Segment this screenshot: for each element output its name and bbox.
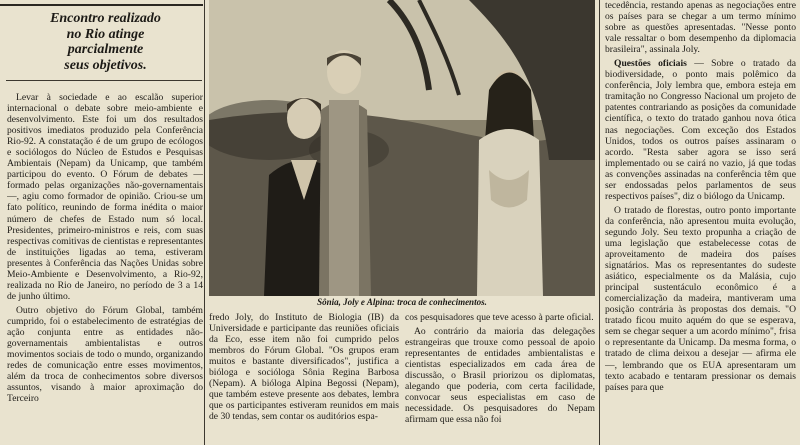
article-photo <box>209 0 595 296</box>
headline-line: parcialmente <box>67 42 144 57</box>
article-headline <box>18 11 193 73</box>
paragraph: Questões oficiais — Sobre o tratado da biodiversidade, o ponto mais polêmico da conferência, Joly lembra que, embora esteja em tramitação no Congresso Nacional um projeto de patentes contrariando as posições da comunidade científica, o texto do tratado ganhou nova ótica nas negociações. Com exceção dos Estados Unidos, todos os outros países assinaram o acordo. "Resta saber agora se isso será implementado ou se cairá no vazio, já que todas as convenções assinadas na conferência têm que ser endossadas pelos parlamentos de seus respectivos países", diz o biólogo da Unicamp. <box>605 58 796 202</box>
paragraph: fredo Joly, do Instituto de Biologia (IB) da Universidade e participante das reuniões oficiais da Eco, esse item não foi cumprido pelos membros do Fórum Global. "Os grupos eram muitos e bastante diversificados", justifica a bióloga e socióloga Sônia Regina Barbosa (Nepam). A bióloga Alpina Begossi (Nepam), que também esteve presente aos debates, lembra que os participantes estiveram reunidos em mais de 30 tendas, sem contar os auditórios espa- <box>209 312 399 423</box>
photo-illustration <box>209 0 595 296</box>
headline-divider <box>6 80 202 81</box>
headline-line: seus objetivos. <box>64 57 147 73</box>
headline-line: no Rio atinge <box>66 26 145 42</box>
headline-line: Encontro realizado <box>50 11 161 26</box>
column-2 <box>209 312 399 445</box>
paragraph: O tratado de florestas, outro ponto importante da conferência, não apresentou muita evolução, segundo Joly. Seu texto propunha a criação de uma legislação que estabelecesse cotas de aproveitamento de madeira dos países signatários. Mas os representantes do sudeste asiático, especialmente os da Malásia, cujo principal sustentáculo econômico é a comercialização da madeira, mantiveram uma posição contrária às propostas dos demais. "O tratado ficou muito aquém do que se esperava, sem se chegar sequer a um acordo mínimo", frisa o representante da Unicamp. Da mesma forma, o tratado de clima deixou a desejar — afirma ele —, lembrando que os EUA apresentaram um texto acabado e tentaram pressionar os demais países para que <box>605 204 796 393</box>
headline-box-rule <box>0 0 203 6</box>
paragraph: Levar à sociedade e ao escalão superior internacional o debate sobre meio-ambiente e desenvolvimento. Este foi um dos resultados positivos imediatos produzido pela Conferência Rio-92. A constatação é de um grupo de ecólogos e sociólogos do Núcleo de Estudos e Pesquisas Ambientais (Nepam) da Unicamp, que também participou do evento. O Fórum de debates — formado pelas organizações não-governamentais —, agiu como formador de opinião. Criou-se um fato político, reunindo de forma inédita o maior número de chefes de Estado num só local. Presidentes, primeiro-ministros e reis, com suas respectivas comitivas de cientistas e representantes de instituições ligadas ao tema, estiveram presentes à Conferência das Nações Unidas sobre Meio-Ambiente e Desenvolvimento, a Rio-92, realizada no Rio de Janeiro, no período de 3 a 14 de junho último. <box>7 92 203 302</box>
column-1 <box>7 92 203 445</box>
column-4 <box>605 0 796 445</box>
photo-caption: Sônia, Joly e Alpina: troca de conhecimentos. <box>317 297 487 307</box>
paragraph: Outro objetivo do Fórum Global, também cumprido, foi o estabelecimento de estratégias de ação conjunta entre as entidades não-governamentais ambientalistas e outros movimentos sociais de todo o mundo, organizando redes de comunicação entre esses movimentos, além da troca de conhecimentos sobre diversos assuntos, visando à maior aproximação do Terceiro <box>7 304 203 405</box>
column-rule <box>204 0 205 445</box>
column-3 <box>405 312 595 445</box>
paragraph: tecedência, restando apenas as negociações entre os países para se chegar a um termo mínimo sobre as questões apresentadas. "Nesse ponto vale ressaltar o bom desempenho da diplomacia brasileira", assinala Joly. <box>605 0 796 56</box>
paragraph: Ao contrário da maioria das delegações estrangeiras que trouxe como pessoal de apoio representantes de entidades ambientalistas e cientistas especializados em cada área de discussão, o Brasil priorizou os diplomatas, alegando que poderia, com certa facilidade, convocar seus especialistas em caso de necessidade. Os pesquisadores do Nepam afirmam que essa não foi <box>405 326 595 426</box>
section-subhead: Questões oficiais <box>614 58 687 70</box>
column-rule <box>599 0 600 445</box>
paragraph: cos pesquisadores que teve acesso à parte oficial. <box>405 312 594 323</box>
